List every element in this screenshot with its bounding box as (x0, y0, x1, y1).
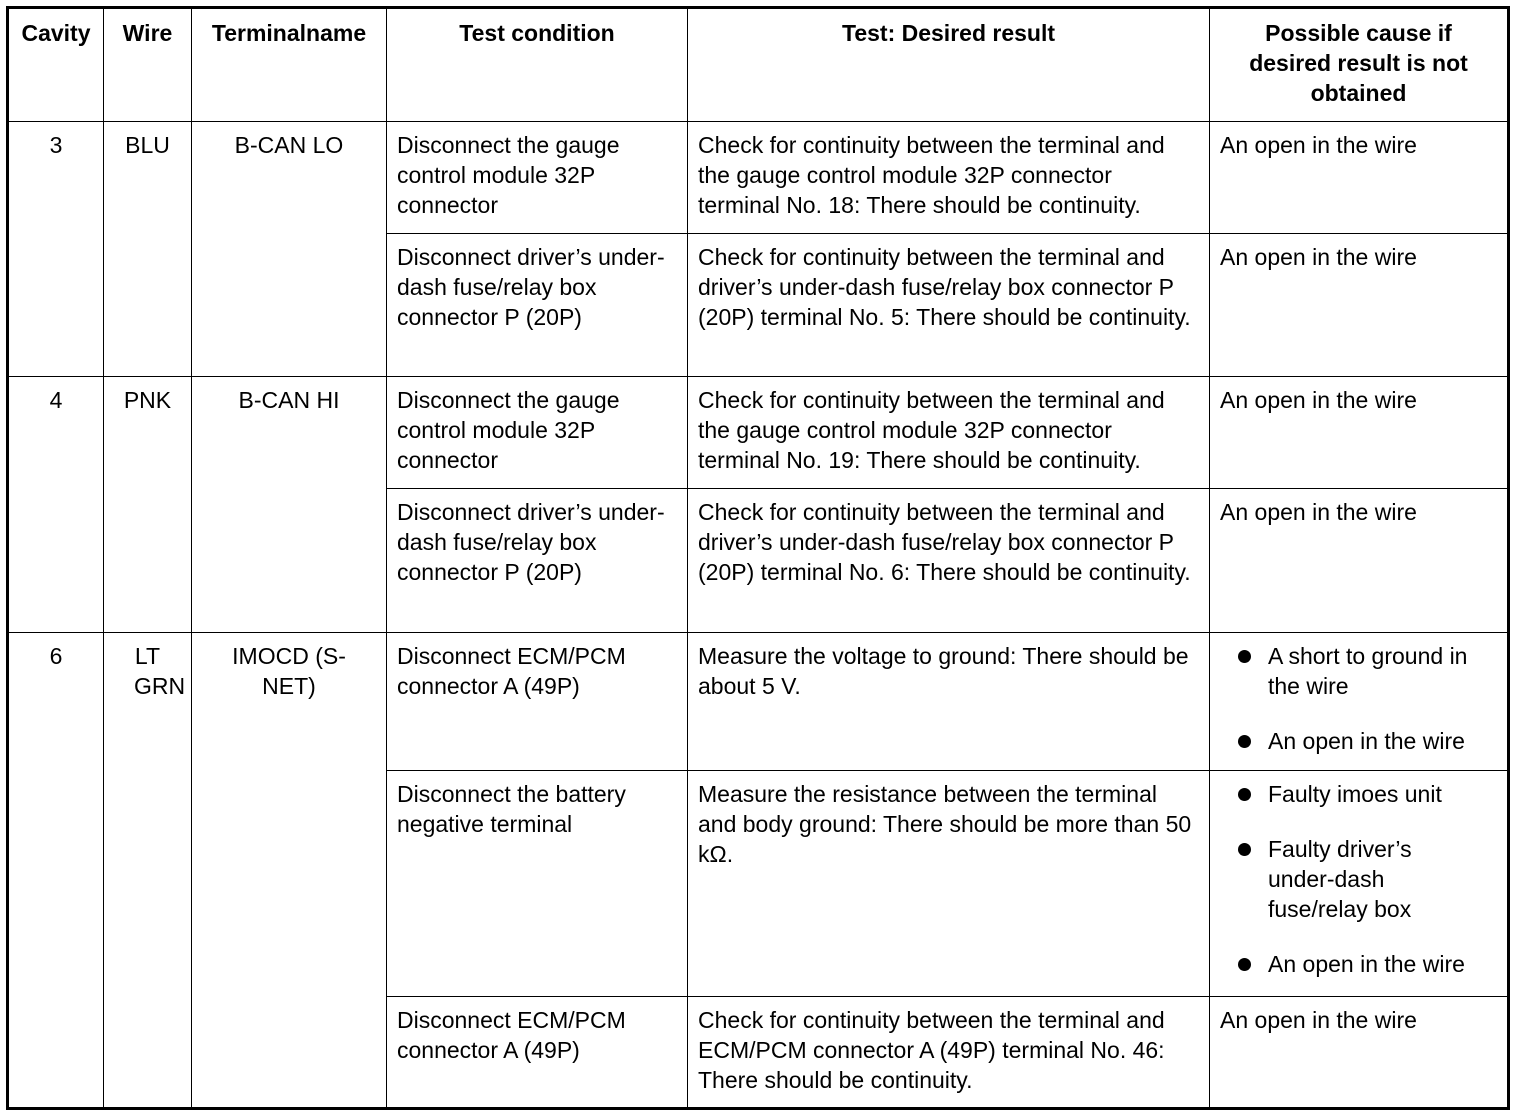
possible-cause-cell (1210, 632, 1509, 770)
list-item (1218, 641, 1499, 701)
header-desired-result: Test: Desired result (688, 8, 1210, 122)
header-row (8, 8, 1509, 122)
cavity-cell: 4 (8, 377, 104, 632)
test-condition-cell: Disconnect ECM/PCM connector A (49P) (387, 632, 688, 770)
list-item (1218, 726, 1499, 756)
header-cavity: Cavity (8, 8, 104, 122)
possible-cause-cell (1210, 771, 1509, 997)
list-item (1218, 949, 1499, 979)
desired-result-cell: Check for continuity between the terminal and driver’s under-dash fuse/relay box connector P (20P) terminal No. 6: There should be continuity. (688, 489, 1210, 633)
header-test-condition: Test condition (387, 8, 688, 122)
cause-text: Faulty imoes unit (1268, 781, 1442, 808)
bullet-icon (1238, 788, 1251, 801)
cause-text: An open in the wire (1268, 727, 1465, 754)
test-condition-cell: Disconnect ECM/PCM connector A (49P) (387, 997, 688, 1109)
wire-cell: BLU (104, 122, 192, 377)
list-item (1218, 779, 1499, 809)
table-row (8, 122, 1509, 234)
possible-cause-cell: An open in the wire (1210, 233, 1509, 377)
wire-cell: PNK (104, 377, 192, 632)
desired-result-cell: Check for continuity between the terminal and the gauge control module 32P connector terminal No. 18: There should be continuity. (688, 122, 1210, 234)
header-possible-cause: Possible cause if desired result is not obtained (1210, 8, 1509, 122)
test-condition-cell: Disconnect driver’s under-dash fuse/relay box connector P (20P) (387, 489, 688, 633)
test-condition-cell: Disconnect the battery negative terminal (387, 771, 688, 997)
table-row (8, 632, 1509, 770)
cause-list (1218, 641, 1499, 756)
bullet-icon (1238, 843, 1251, 856)
cause-text: A short to ground in the wire (1268, 642, 1468, 699)
header-wire: Wire (104, 8, 192, 122)
connector-test-table (6, 6, 1510, 1110)
test-condition-cell: Disconnect the gauge control module 32P connector (387, 377, 688, 489)
list-item (1218, 834, 1499, 924)
desired-result-cell: Measure the resistance between the terminal and body ground: There should be more than 50 kΩ. (688, 771, 1210, 997)
terminal-name-cell: IMOCD (S-NET) (192, 632, 387, 1108)
bullet-icon (1238, 735, 1251, 748)
desired-result-cell: Check for continuity between the terminal and ECM/PCM connector A (49P) terminal No. 46: There should be continuity. (688, 997, 1210, 1109)
test-condition-cell: Disconnect the gauge control module 32P connector (387, 122, 688, 234)
header-terminal-name: Terminalname (192, 8, 387, 122)
wire-cell: LT GRN (104, 632, 192, 1108)
cavity-cell: 3 (8, 122, 104, 377)
test-condition-cell: Disconnect driver’s under-dash fuse/relay box connector P (20P) (387, 233, 688, 377)
possible-cause-cell: An open in the wire (1210, 489, 1509, 633)
table-row (8, 377, 1509, 489)
possible-cause-cell: An open in the wire (1210, 377, 1509, 489)
cause-list (1218, 779, 1499, 979)
desired-result-cell: Check for continuity between the terminal and the gauge control module 32P connector terminal No. 19: There should be continuity. (688, 377, 1210, 489)
cause-text: An open in the wire (1268, 951, 1465, 978)
bullet-icon (1238, 958, 1251, 971)
cause-text: Faulty driver’s under-dash fuse/relay box (1268, 836, 1412, 923)
possible-cause-cell: An open in the wire (1210, 997, 1509, 1109)
possible-cause-cell: An open in the wire (1210, 122, 1509, 234)
terminal-name-cell: B-CAN LO (192, 122, 387, 377)
desired-result-cell: Measure the voltage to ground: There should be about 5 V. (688, 632, 1210, 770)
terminal-name-cell: B-CAN HI (192, 377, 387, 632)
bullet-icon (1238, 650, 1251, 663)
desired-result-cell: Check for continuity between the terminal and driver’s under-dash fuse/relay box connector P (20P) terminal No. 5: There should be continuity. (688, 233, 1210, 377)
cavity-cell: 6 (8, 632, 104, 1108)
